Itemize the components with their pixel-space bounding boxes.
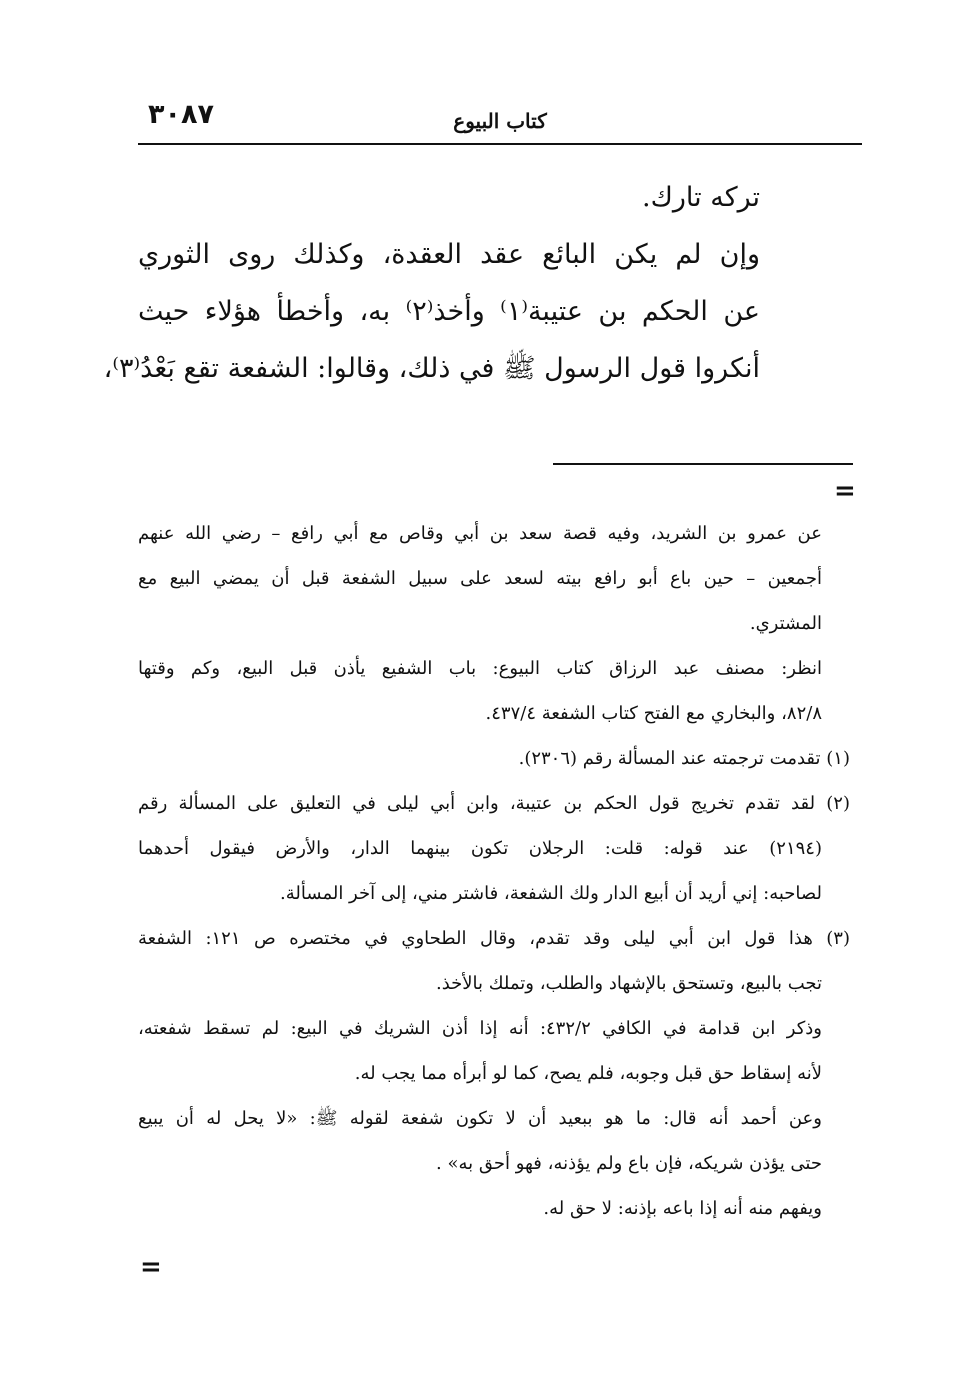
- continuation-mark-bottom: =: [140, 1252, 162, 1282]
- footnote-line: لصاحبه: إني أريد أن أبيع الدار ولك الشفعة، فاشتر مني، إلى آخر المسألة.: [280, 883, 822, 904]
- footnote-line: أجمعين – حين باع أبو رافع بيته لسعد على سبيل الشفعة قبل أن يمضي البيع مع: [138, 568, 822, 589]
- footnote-line: وذكر ابن قدامة في الكافي ٤٣٢/٢: أنه إذا أذن الشريك في البيع: لم تسقط شفعته،: [138, 1018, 822, 1039]
- footnote-separator: [553, 463, 853, 465]
- footnote-line: (٢١٩٤) عند قوله: قلت: الرجلان تكون بينهما الدار، والأرض فيقول أحدهما: [138, 838, 822, 859]
- footnote-line: (٢) لقد تقدم تخريج قول الحكم بن عتيبة، وابن أبي ليلى في التعليق على المسألة رقم: [138, 793, 850, 814]
- footnote-line: عن عمرو بن الشريد، وفيه قصة سعد بن أبي وقاص مع أبي رافع – رضي الله عنهم: [138, 523, 822, 544]
- footnote-line: انظر: مصنف عبد الرزاق كتاب البيوع: باب الشفيع يأذن قبل البيع، وكم وقتها: [138, 658, 822, 679]
- footnote-line: (١) تقدمت ترجمته عند المسألة رقم (٢٣٠٦).: [518, 748, 850, 769]
- footnotes: [138, 514, 850, 1234]
- page-number: ٣٠٨٧: [148, 99, 214, 130]
- main-line: أنكروا قول الرسول ﷺ في ذلك، وقالوا: الشفعة تقع بَعْدُ⁽٣⁾،: [103, 353, 760, 384]
- footnote-line: المشتري.: [749, 613, 822, 634]
- main-line: تركه تارك.: [642, 182, 760, 213]
- footnote-line: ٨٢/٨، والبخاري مع الفتح كتاب الشفعة ٤٣٧/٤.: [485, 703, 822, 724]
- page-header: [138, 95, 862, 145]
- footnote-line: (٣) هذا قول ابن أبي ليلى وقد تقدم، وقال الطحاوي في مختصره ص ١٢١: الشفعة: [138, 928, 850, 949]
- running-title: كتاب البيوع: [453, 109, 547, 133]
- main-line: وإن لم يكن البائع عقد العقدة، وكذلك روى الثوري: [138, 239, 760, 270]
- footnote-line: حتى يؤذن شريكه، فإن باع ولم يؤذنه، فهو أحق به» .: [436, 1153, 822, 1174]
- footnote-line: وعن أحمد أنه قال: ما هو ببعيد أن لا تكون شفعة لقوله ﷺ: «لا يحل له أن يبيع: [138, 1108, 822, 1129]
- footnote-line: تجب بالبيع، وتستحق بالإشهاد والطلب، وتملك بالأخذ.: [435, 973, 822, 994]
- continuation-mark-top: =: [834, 476, 856, 506]
- footnote-line: ويفهم منه أنه إذا باعه بإذنه: لا حق له.: [543, 1198, 822, 1219]
- footnote-line: لأنه إسقاط حق قبل وجوبه، فلم يصح، كما لو أبرأه مما يجب له.: [354, 1063, 822, 1084]
- main-line: عن الحكم بن عتيبة⁽١⁾ وأخذ⁽٢⁾ به، وأخطأ هؤلاء حيث: [138, 296, 760, 327]
- main-text: [103, 182, 760, 410]
